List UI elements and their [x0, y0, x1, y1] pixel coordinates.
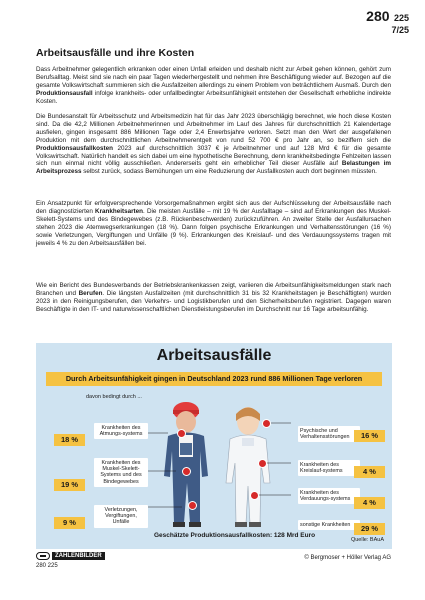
copyright: © Bergmoser + Höller Verlag AG: [304, 555, 391, 561]
label-circulatory: Krankheiten des Kreislauf-systems: [298, 460, 360, 476]
label-respiratory: Krankheiten des Atmungs-systems: [94, 423, 148, 439]
marker-respiratory: [177, 429, 186, 438]
paragraph-4: [36, 282, 391, 314]
paragraph-3-text-a: Ein Ansatzpunkt für erfolgversprechende Vorsorgemaßnahmen ergibt sich aus der Aufschlüsselung der Arbeitsausfälle nach den diagnostizierten: [36, 200, 391, 215]
label-digestive: Krankheiten des Verdauungs-systems: [298, 488, 360, 504]
page-title: Arbeitsausfälle und ihre Kosten: [36, 47, 195, 59]
marker-digestive: [250, 491, 259, 500]
paragraph-1-text: Dass Arbeitnehmer gelegentlich erkranken oder einen Unfall erleiden und deshalb nicht zur Arbeit gehen können, gehört zum Berufsalltag. Meist sind sie nach ein paar Tagen wiederhergestellt und nehmen ihre Beschäftigung wieder auf. Bezogen auf die gesamte Volkswirtschaft summieren sich die Ausfallzeiten allerdings zu einem Problem von beträchtlichem Ausmaß. Durch den: [36, 66, 391, 89]
label-psychological: Psychische und Verhaltensstörungen: [298, 426, 360, 442]
publisher-logo: [36, 552, 105, 560]
label-other: sonstige Krankheiten: [298, 520, 360, 530]
logo-icon: [36, 552, 50, 560]
paragraph-4-text-b: . Die längsten Ausfallzeiten (mit durchschnittlich 31 bis 32 Krankheitstagen je Beschäftigten) wurden 2023 in den Reinigungsberufen, den Verkehrs- und Logistikberufen und den Sicherheitsberufen registriert. Dagegen waren Beschäftigte in den IT- und naturwissenschaftlichen Dienstleistungsberufen im Durchschnitt nur 16 Tage arbeitsunfähig.: [36, 289, 391, 313]
paragraph-2-text-a: Die Bundesanstalt für Arbeitsschutz und Arbeitsmedizin hat für das Jahr 2023 überschlägig berechnet, wie hoch diese Kosten sind. Da die 42,2 Millionen Arbeitnehmerinnen und Arbeitnehmer im Lauf des Jahres für durchschnittlich 21 Kalendertage ausfielen, gingen insgesamt 886 Millionen Tage oder 2,4 Erwerbsjahre verloren. Setzt man den Wert der ausgefallenen Produktion mit dem durchschnittlichen Arbeitnehmerentgelt von rund 52 700 € pro Jahr an, so beziffern sich die: [36, 113, 391, 144]
infographic-title: Arbeitsausfälle: [156, 347, 272, 364]
pct-musculoskeletal: 19 %: [54, 479, 85, 491]
paragraph-4-bold: Berufen: [78, 289, 103, 297]
paragraph-1-bold: Produktionsausfall: [36, 89, 93, 97]
workers-illustration: [146, 391, 291, 529]
pct-other: 29 %: [354, 523, 385, 535]
pct-respiratory: 18 %: [54, 434, 85, 446]
footer-number: 280 225: [36, 563, 58, 569]
total-cost: Geschätzte Produktionsausfallkosten: 128 Mrd Euro: [154, 532, 316, 539]
paragraph-2: [36, 113, 391, 176]
source-label: Quelle: BAuA: [350, 537, 384, 543]
paragraph-3: [36, 200, 391, 247]
label-musculoskeletal: Krankheiten des Muskel-Skelett-Systems und des Bindegewebes: [94, 458, 148, 487]
paragraph-3-text-b: . Die meisten Ausfälle – mit 19 % der Ausfalltage – sind auf Erkrankungen des Muskel-Skelett-Systems und des Bindegewebes (z.B. Rückenbeschwerden) zurückzuführen. An zweiter Stelle der Ausfallursachen stehen 2023 die Atemwegserkrankungen (18 %). Dann folgen psychische Erkrankungen und Verhaltensstörungen (16 %) sowie Verletzungen, Vergiftungen und Unfälle (9 %). Erkrankungen des Kreislauf- und des Verdauungssystems tragen mit jeweils 4 % zu den Arbeitsausfällen bei.: [36, 207, 391, 247]
marker-musculoskeletal: [182, 467, 191, 476]
paragraph-2-bold-1: Produktionsausfallkosten: [36, 144, 113, 152]
paragraph-1-end: infolge krankheits- oder unfallbedingter Arbeitsunfähigkeit entstehen der Gesellschaft erhebliche indirekte Kosten.: [36, 89, 391, 105]
male-worker-figure: [164, 402, 208, 527]
doc-issue: 7/25: [391, 25, 409, 35]
doc-number-main: 280: [366, 8, 390, 24]
pct-injuries: 9 %: [54, 517, 85, 529]
paragraph-1: [36, 66, 391, 106]
marker-injuries: [188, 501, 197, 510]
doc-number-sub: 225: [393, 13, 409, 23]
paragraph-3-bold: Krankheitsarten: [95, 207, 143, 215]
pct-digestive: 4 %: [354, 497, 385, 509]
marker-psychological: [262, 419, 271, 428]
pct-circulatory: 4 %: [354, 466, 385, 478]
paragraph-4-text-a: Wie ein Bericht des Bundesverbands der Betriebskrankenkassen zeigt, variieren die Arbeitsunfähigkeitsmeldungen stark nach Branchen und: [36, 282, 391, 297]
paragraph-2-bold-2: Belastungen im Arbeitsprozess: [36, 160, 391, 176]
paragraph-2-text-c: selbst zurück, sodass Bemühungen um eine Reduzierung der Ausfallkosten auch dort beginnen müssten.: [81, 168, 377, 176]
document-number: [366, 9, 409, 35]
paragraph-2-text-b: 2023 auf durchschnittlich 3037 € je Arbeitnehmer und auf 128 Mrd € für die gesamte Volkswirtschaft. Natürlich handelt es sich dabei um eine hypothetische Berechnung, denn krankheitsbedingte Fehlzeiten lassen sich nun einmal nicht völlig ausschließen. Andererseits geht ein erheblicher Teil dieser Ausfälle auf: [36, 144, 391, 168]
pct-psychological: 16 %: [354, 430, 385, 442]
caused-by-label: davon bedingt durch ...: [86, 394, 142, 400]
label-injuries: Verletzungen, Vergiftungen, Unfälle: [94, 505, 148, 528]
marker-circulatory: [258, 459, 267, 468]
infographic: [36, 343, 392, 549]
logo-text: ZAHLENBILDER: [52, 552, 105, 560]
infographic-banner: Durch Arbeitsunfähigkeit gingen in Deutschland 2023 rund 886 Millionen Tage verloren: [46, 372, 382, 386]
